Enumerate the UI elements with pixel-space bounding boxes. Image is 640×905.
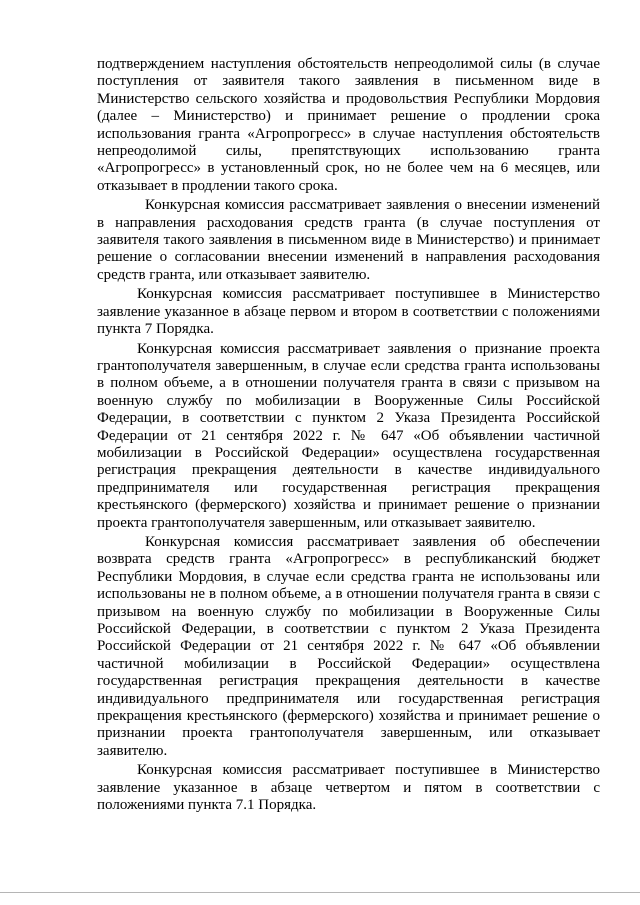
- paragraph-review-point-7-1: Конкурсная комиссия рассматривает поступившее в Министерство заявление указанное в абзаце четвертом и пятом в соответствии с положениями пункта 7.1 Порядка.: [97, 762, 600, 814]
- paragraph-project-completed: Конкурсная комиссия рассматривает заявления о признание проекта грантополучателя завершенным, в случае если средства гранта использованы в полном объеме, а в отношении получателя гранта в связи с призывом на военную службу по мобилизации в Вооруженные Силы Российской Федерации, в соответствии с пунктом 2 Указа Президента Российской Федерации от 21 сентября 2022 г. № 647 «Об объявлении частичной мобилизации в Российской Федерации» осуществлена государственная регистрация прекращения деятельности в качестве индивидуального предпринимателя или государственная регистрация прекращения крестьянского (фермерского) хозяйства и принимает решение о признании проекта грантополучателя завершенным, или отказывает заявителю.: [97, 340, 600, 531]
- page-bottom-divider: [0, 892, 640, 893]
- paragraph-expense-changes: Конкурсная комиссия рассматривает заявления о внесении изменений в направления расходования средств гранта (в случае поступления от заявителя такого заявления в письменном виде в Министерство) и принимает решение о согласовании внесении изменений в направления расходования средств гранта, или отказывает заявителю.: [97, 197, 600, 283]
- document-page: [97, 56, 600, 816]
- paragraph-grant-return: Конкурсная комиссия рассматривает заявления об обеспечении возврата средств гранта «Агропрогресс» в республиканский бюджет Республики Мордовия, в случае если средства гранта не использованы или использованы не в полном объеме, а в отношении получателя гранта в связи с призывом на военную службу по мобилизации в Вооруженные Силы Российской Федерации, в соответствии с пунктом 2 Указа Президента Российской Федерации от 21 сентября 2022 г. № 647 «Об объявлении частичной мобилизации в Российской Федерации» осуществлена государственная регистрация прекращения деятельности в качестве индивидуального предпринимателя или государственная регистрация прекращения крестьянского (фермерского) хозяйства и принимает решение о признании проекта грантополучателя завершенным, или отказывает заявителю.: [97, 533, 600, 759]
- paragraph-force-majeure: подтверждением наступления обстоятельств непреодолимой силы (в случае поступления от заявителя такого заявления в письменном виде в Министерство сельского хозяйства и продовольствия Республики Мордовия (далее – Министерство) и принимает решение о продлении срока использования гранта «Агропрогресс» в случае наступления обстоятельств непреодолимой силы, препятствующих использованию гранта «Агропрогресс» в установленный срок, но не более чем на 6 месяцев, или отказывает в продлении такого срока.: [97, 56, 600, 194]
- paragraph-review-point-7: Конкурсная комиссия рассматривает поступившее в Министерство заявление указанное в абзаце первом и втором в соответствии с положениями пункта 7 Порядка.: [97, 286, 600, 338]
